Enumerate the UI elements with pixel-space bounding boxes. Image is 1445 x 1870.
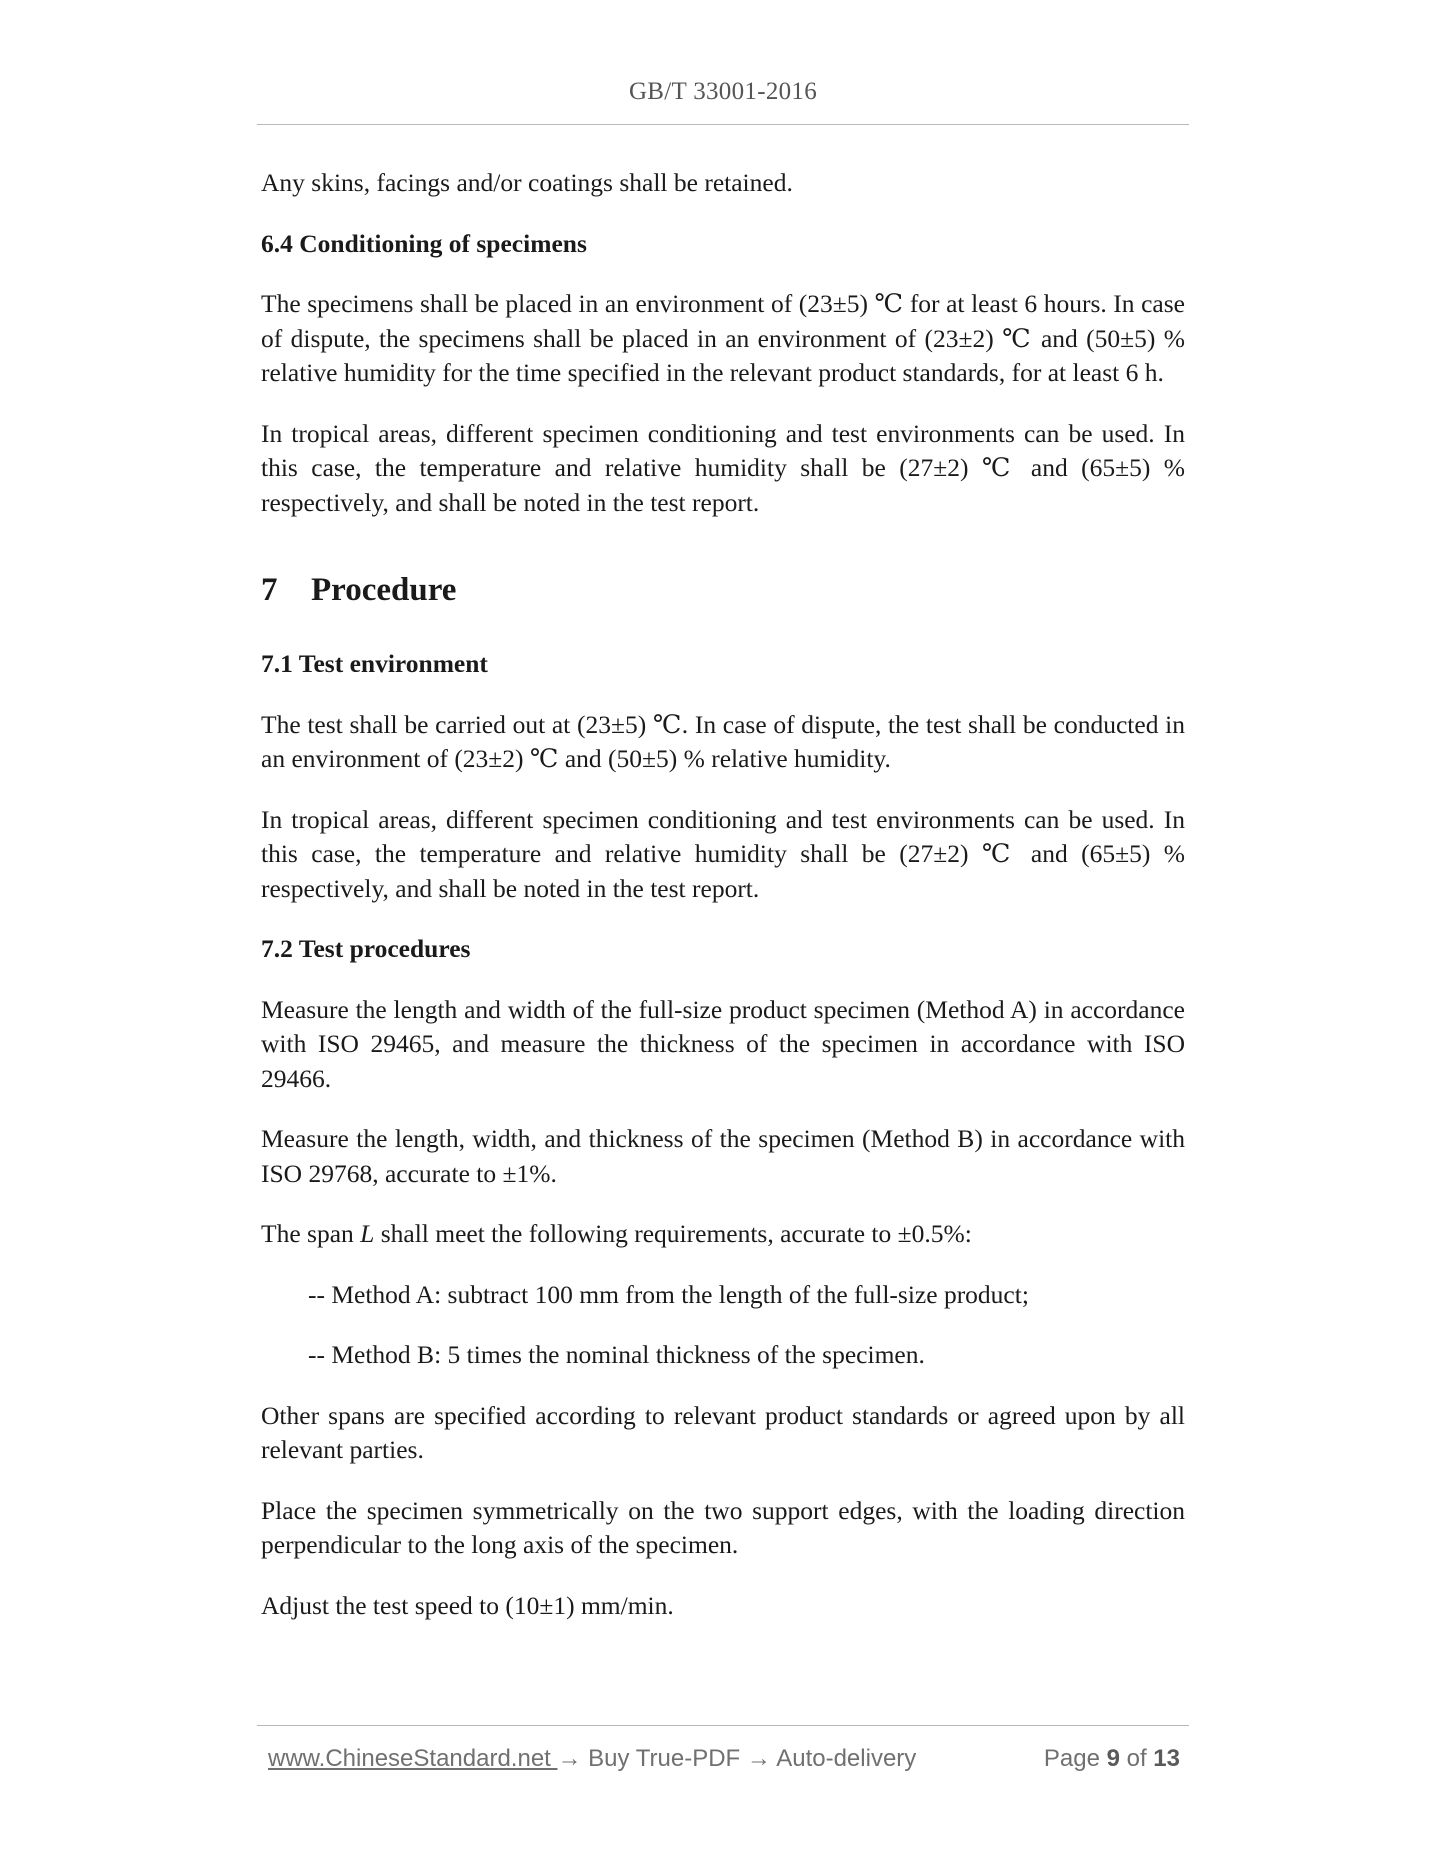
paragraph-tropical-conditioning: In tropical areas, different specimen conditioning and test environments can be used. In this case, the temperature and relative humidity shall be (27±2) ℃ and (65±5) % respectively, and shall be noted in the test report. [261,418,1185,517]
list-item-method-b: -- Method B: 5 times the nominal thickness of the specimen. [308,1340,925,1369]
chapter-title: Procedure [311,572,457,608]
list-item-method-a: -- Method A: subtract 100 mm from the length of the full-size product; [308,1279,1029,1309]
paragraph-tropical-environment: In tropical areas, different specimen conditioning and test environments can be used. In this case, the temperature and relative humidity shall be (27±2) ℃ and (65±5) % respectively, and shall be noted in the test report. [261,804,1185,903]
paragraph-test-environment: The test shall be carried out at (23±5) ℃. In case of dispute, the test shall be conducted in an environment of (23±2) ℃ and (50±5) % relative humidity. [261,709,1185,773]
page-total: 13 [1153,1745,1180,1772]
auto-delivery-text: Auto-delivery [770,1745,917,1772]
section-heading-7-2: 7.2 Test procedures [261,934,471,963]
footer-promo [268,1745,916,1773]
span-variable: L [360,1219,375,1248]
page-label: Page [1043,1745,1107,1772]
paragraph-span-requirements [261,1217,1185,1252]
page-content [261,166,1185,1649]
document-header [258,78,1188,106]
span-text-pre: The span [261,1219,361,1248]
paragraph-other-spans: Other spans are specified according to relevant product standards or agreed upon by all relevant parties. [261,1400,1185,1464]
website-link[interactable]: www.ChineseStandard.net [268,1745,558,1772]
arrow-right-icon: → [746,1745,771,1772]
paragraph-conditioning: The specimens shall be placed in an environment of (23±5) ℃ for at least 6 hours. In case of dispute, the specimens shall be placed in an environment of (23±2) ℃ and (50±5) % relative humidity for the time specified in the relevant product standards, for at least 6 h. [261,289,1185,387]
standard-code: GB/T 33001-2016 [628,78,818,105]
buy-true-pdf-text: Buy True-PDF [581,1745,747,1772]
section-heading-6-4: 6.4 Conditioning of specimens [261,228,587,258]
paragraph-place-specimen: Place the specimen symmetrically on the two support edges, with the loading direction perpendicular to the long axis of the specimen. [261,1495,1185,1559]
span-text-post: shall meet the following requirements, accurate to ±0.5%: [374,1219,972,1248]
header-divider [257,124,1189,125]
page-number: 9 [1106,1745,1120,1772]
page-indicator [1044,1745,1180,1773]
chapter-heading-7 [261,570,1185,610]
section-heading-7-1: 7.1 Test environment [261,649,488,678]
paragraph-skins: Any skins, facings and/or coatings shall be retained. [261,168,793,197]
chapter-number: 7 [261,572,278,608]
of-label: of [1119,1745,1154,1772]
paragraph-test-speed: Adjust the test speed to (10±1) mm/min. [261,1590,674,1620]
paragraph-measure-method-a: Measure the length and width of the full-size product specimen (Method A) in accordance with ISO 29465, and measure the thickness of the specimen in accordance with ISO 29466. [261,994,1185,1093]
arrow-right-icon: → [557,1745,582,1772]
footer-divider [257,1725,1189,1726]
paragraph-measure-method-b: Measure the length, width, and thickness of the specimen (Method B) in accordance with ISO 29768, accurate to ±1%. [261,1124,1185,1188]
